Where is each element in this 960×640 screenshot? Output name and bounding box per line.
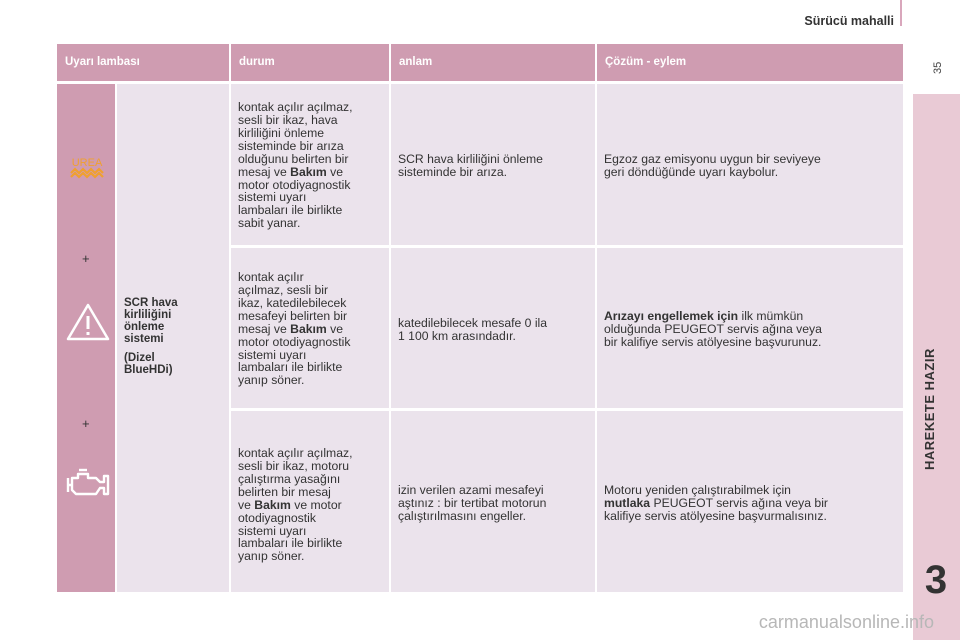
row-1-action: Egzoz gaz emisyonu uygun bir seviyeye geri döndüğünde uyarı kaybolur. [604, 152, 821, 179]
urea-warning-icon [68, 154, 106, 180]
row-3-meaning: izin verilen azami mesafeyi aştınız : bir tertibat motorun çalıştırılmasını engeller. [398, 483, 547, 523]
system-name: SCR hava kirliliğini önleme sistemi [124, 297, 178, 346]
row-1-meaning: SCR hava kirliliğini önleme sisteminde bir arıza. [398, 152, 543, 179]
watermark: carmanualsonline.info [758, 612, 934, 632]
row-2-action: Arızayı engellemek için ilk mümkün olduğunda PEUGEOT servis ağına veya bir kalifiye servis atölyesine başvurunuz. [604, 309, 822, 349]
section-label: HAREKETE HAZIR [922, 348, 937, 470]
plus-sign: + [82, 416, 90, 431]
urea-label: UREA [71, 157, 103, 169]
page-number: 35 [932, 61, 944, 74]
engine-variant: (Dizel BlueHDi) [124, 352, 173, 377]
row-3-state: kontak açılır açılmaz, sesli bir ikaz, motoru çalıştırma yasağını belirten bir mesaj ve Bakım ve motor otodiyagnostik sistemi uyarı lambaları ile birlikte yanıp söner. [238, 446, 353, 564]
row-2-state: kontak açılır açılmaz, sesli bir ikaz, katedilebilecek mesafeyi belirten bir mesaj ve Bakım ve motor otodiyagnostik sistemi uyarı lambaları ile birlikte yanıp söner. [238, 270, 351, 388]
row-2-meaning: katedilebilecek mesafe 0 ila 1 100 km arasındadır. [398, 316, 548, 343]
column-header-state: durum [231, 44, 389, 81]
column-header-warning-light: Uyarı lambası [57, 44, 229, 81]
column-header-action: Çözüm - eylem [597, 44, 903, 81]
page-header-title: Sürücü mahalli [804, 14, 894, 28]
row-1-state: kontak açılır açılmaz, sesli bir ikaz, hava kirliliğini önleme sisteminde bir arıza olduğunu belirten bir mesaj ve Bakım ve motor otodiyagnostik sistemi uyarı lambaları ile birlikte sabit yanar. [238, 100, 353, 231]
row-3-action: Motoru yeniden çalıştırabilmek için mutlaka PEUGEOT servis ağına veya bir kalifiye servis atölyesine başvurmalısınız. [604, 483, 828, 523]
plus-sign: + [82, 251, 90, 266]
warning-triangle-icon [65, 302, 111, 342]
column-header-meaning: anlam [391, 44, 595, 81]
header-divider [900, 0, 902, 26]
engine-check-icon [64, 466, 112, 500]
chapter-number: 3 [924, 558, 948, 602]
